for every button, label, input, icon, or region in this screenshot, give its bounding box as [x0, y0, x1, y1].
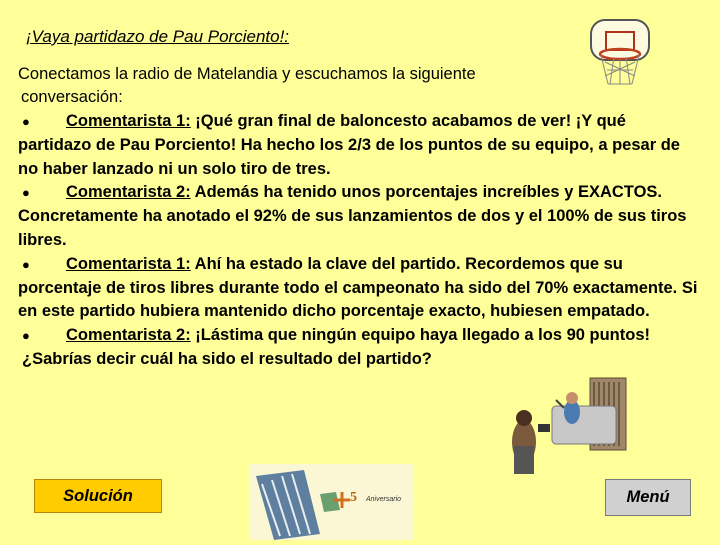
- intro-text: [18, 63, 578, 109]
- menu-button[interactable]: Menú: [605, 479, 691, 516]
- dialogue-item: [18, 110, 702, 181]
- dialogue-item: [18, 324, 702, 348]
- bullet-icon: ●: [22, 328, 30, 344]
- question-text: ¿Sabrías decir cuál ha sido el resultado del partido?: [22, 349, 432, 368]
- intro-line-1: Conectamos la radio de Matelandia y escuchamos la siguiente: [18, 65, 476, 83]
- dialogue-text: Ahí ha estado la clave del partido. Recordemos que su porcentaje de tiros libres durante todo el campeonato ha sido del 70% exactamente. Si en este partido hubiera mantenido dicho porcentaje exacto, hubiesen empatado.: [18, 254, 698, 321]
- dialogue-text: Además ha tenido unos porcentajes increíbles y EXACTOS. Concretamente ha anotado el 92% de sus lanzamientos de dos y el 100% de sus tiros libres.: [18, 183, 687, 249]
- basketball-hoop-icon: [588, 18, 654, 94]
- dialogue-text: ¡Qué gran final de baloncesto acabamos de ver! ¡Y qué partidazo de Pau Porciento! Ha hecho los 2/3 de los puntos de su equipo, a pesar de no haber lanzado ni un solo tiro de tres.: [18, 112, 680, 178]
- bullet-icon: ●: [22, 114, 30, 129]
- dialogue-item: [18, 181, 702, 252]
- radio-studio-illustration: [490, 372, 640, 476]
- bullet-icon: ●: [22, 185, 30, 201]
- speaker-label: Comentarista 1:: [66, 254, 191, 273]
- dialogue-text: ¡Lástima que ningún equipo haya llegado a los 90 puntos!: [190, 326, 651, 345]
- dialogue: [18, 110, 702, 372]
- logo-word: Aniversario: [366, 496, 402, 503]
- dialogue-item: [18, 253, 702, 324]
- intro-line-2: conversación:: [21, 88, 123, 106]
- speaker-label: Comentarista 2:: [66, 183, 191, 202]
- logo-number: 5: [350, 490, 357, 505]
- bullet-icon: ●: [22, 256, 30, 272]
- anniversary-logo: [250, 464, 414, 540]
- speaker-label: Comentarista 2:: [66, 326, 191, 345]
- solution-button[interactable]: Solución: [34, 479, 162, 513]
- page-title: ¡Vaya partidazo de Pau Porciento!:: [26, 27, 290, 46]
- speaker-label: Comentarista 1:: [66, 112, 191, 130]
